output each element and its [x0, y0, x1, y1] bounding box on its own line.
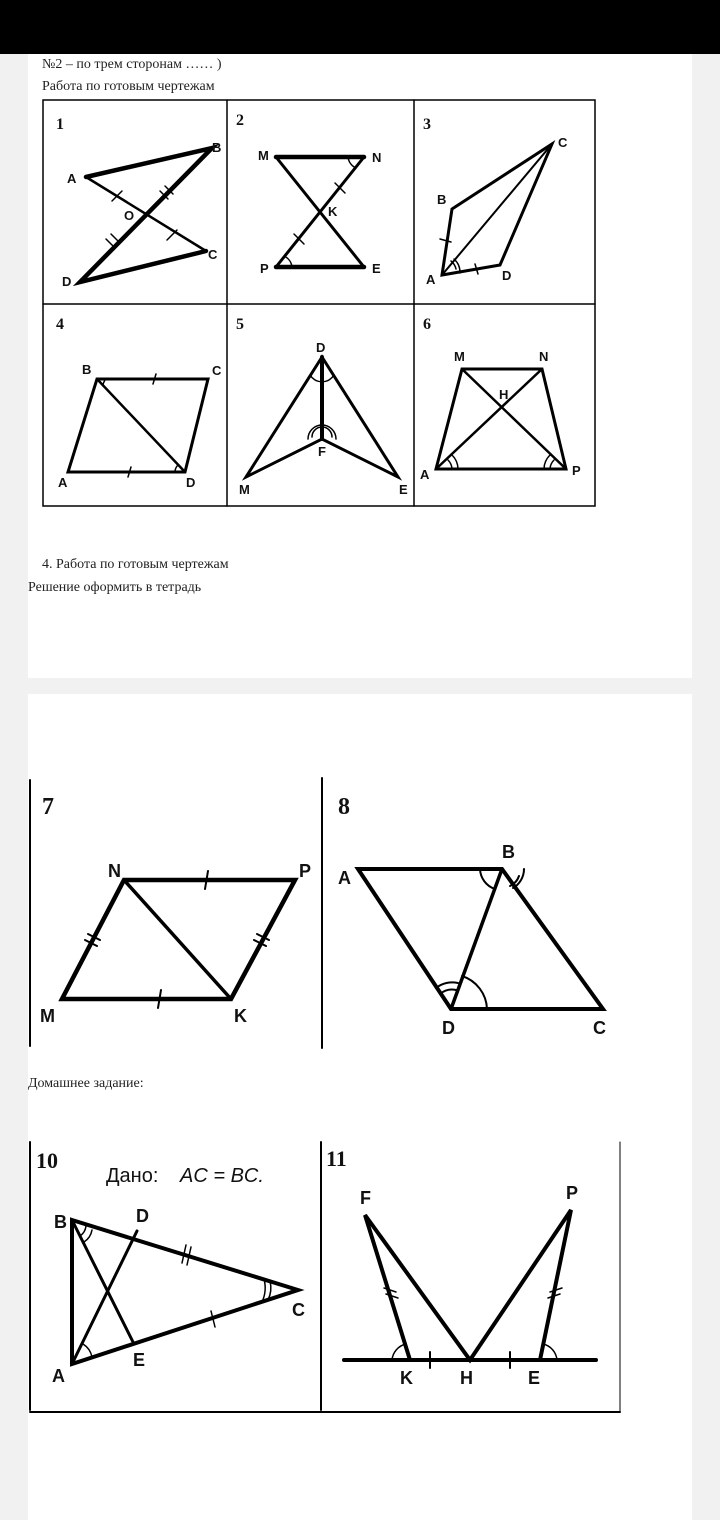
svg-text:C: C	[212, 363, 222, 378]
svg-text:A: A	[420, 467, 430, 482]
svg-text:K: K	[328, 204, 338, 219]
figures-10-11	[28, 1138, 628, 1418]
svg-text:A: A	[58, 475, 68, 490]
svg-text:N: N	[372, 150, 382, 165]
svg-text:N: N	[108, 861, 121, 881]
svg-text:P: P	[299, 861, 312, 881]
svg-text:3: 3	[423, 116, 431, 133]
svg-text:P: P	[260, 261, 269, 276]
svg-text:B: B	[212, 140, 222, 155]
instruction-text: Решение оформить в тетрадь	[28, 580, 202, 595]
section-heading: Работа по готовым чертежам	[42, 79, 215, 94]
figure-number: 1	[56, 116, 64, 133]
svg-text:8: 8	[338, 794, 350, 820]
svg-text:F: F	[318, 444, 326, 459]
figure-8	[338, 794, 606, 1038]
svg-text:P: P	[572, 463, 581, 478]
given-label: Дано:	[106, 1165, 159, 1187]
svg-text:E: E	[399, 482, 408, 497]
figure-11	[326, 1146, 596, 1388]
svg-text:O: O	[124, 208, 135, 223]
svg-text:B: B	[502, 842, 515, 862]
svg-text:E: E	[372, 261, 381, 276]
given-expression: AC = BC.	[180, 1165, 264, 1187]
svg-text:P: P	[566, 1183, 579, 1203]
svg-text:D: D	[316, 340, 326, 355]
svg-text:H: H	[460, 1368, 473, 1388]
svg-text:B: B	[54, 1212, 67, 1232]
svg-text:A: A	[52, 1366, 65, 1386]
document-page-2	[28, 694, 692, 1520]
svg-text:F: F	[360, 1188, 371, 1208]
svg-text:4: 4	[56, 316, 64, 333]
svg-text:C: C	[208, 247, 218, 262]
svg-text:A: A	[338, 868, 351, 888]
svg-text:H: H	[499, 387, 509, 402]
svg-text:D: D	[62, 274, 72, 289]
svg-text:E: E	[133, 1350, 146, 1370]
svg-text:D: D	[186, 475, 196, 490]
svg-text:K: K	[234, 1006, 247, 1026]
svg-text:D: D	[442, 1018, 455, 1038]
svg-text:B: B	[82, 362, 92, 377]
figure-7	[40, 794, 311, 1026]
figure-4	[56, 316, 222, 490]
svg-text:5: 5	[236, 316, 244, 333]
figure-1	[56, 116, 221, 289]
figure-3	[423, 116, 568, 287]
figure-2	[236, 112, 381, 276]
svg-text:A: A	[67, 171, 77, 186]
svg-text:7: 7	[42, 794, 54, 820]
svg-text:K: K	[400, 1368, 413, 1388]
section-heading-2: 4. Работа по готовым чертежам	[42, 557, 229, 572]
document-page-1	[28, 54, 692, 678]
svg-text:N: N	[539, 349, 549, 364]
svg-text:M: M	[40, 1006, 55, 1026]
svg-text:C: C	[292, 1300, 305, 1320]
svg-text:2: 2	[236, 112, 244, 129]
svg-text:A: A	[426, 272, 436, 287]
svg-text:D: D	[502, 268, 512, 283]
svg-text:6: 6	[423, 316, 431, 333]
figures-grid-1	[42, 99, 602, 509]
homework-heading: Домашнее задание:	[28, 1076, 144, 1091]
task-line: №2 – по трем сторонам …… )	[42, 57, 222, 72]
svg-text:E: E	[528, 1368, 541, 1388]
svg-text:B: B	[437, 192, 447, 207]
svg-text:M: M	[239, 482, 250, 497]
figure-10	[36, 1148, 305, 1386]
svg-text:C: C	[593, 1018, 606, 1038]
svg-text:M: M	[258, 148, 269, 163]
top-bar	[0, 0, 720, 54]
figure-5	[236, 316, 408, 497]
svg-text:M: M	[454, 349, 465, 364]
svg-text:C: C	[558, 135, 568, 150]
svg-text:11: 11	[326, 1146, 347, 1171]
figure-6	[420, 316, 581, 482]
svg-text:10: 10	[36, 1148, 58, 1173]
svg-text:D: D	[136, 1206, 149, 1226]
figures-7-8	[28, 774, 628, 1054]
